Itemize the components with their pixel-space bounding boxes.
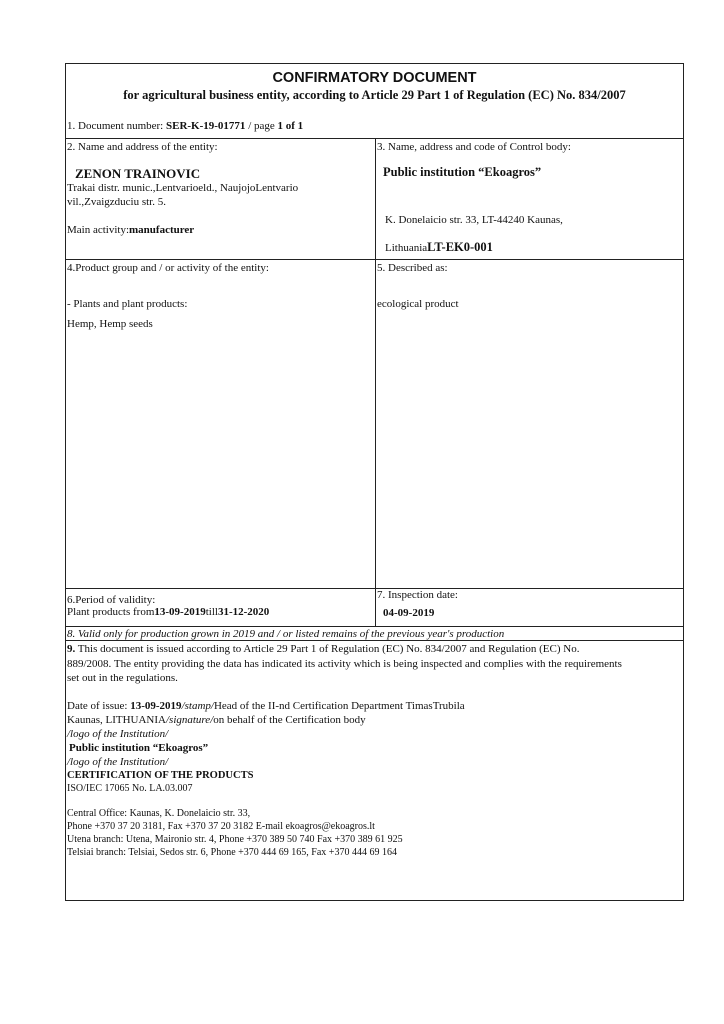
issue-label: Date of issue:	[67, 700, 131, 712]
validity-label: 6.Period of validity:	[67, 594, 156, 606]
product-group-line1: - Plants and plant products:	[67, 298, 188, 310]
confirmatory-document	[65, 63, 684, 901]
control-body-code-row	[385, 241, 493, 255]
validity-from: 13-09-2019	[154, 606, 206, 618]
section-9-number: 9.	[67, 643, 76, 655]
inspection-label: 7. Inspection date:	[377, 589, 458, 601]
entity-name: ZENON TRAINOVIC	[75, 166, 201, 181]
certification-title: CERTIFICATION OF THE PRODUCTS	[67, 770, 254, 781]
control-body-address: K. Donelaicio str. 33, LT-44240 Kaunas,	[385, 214, 563, 226]
issue-place: Kaunas, LITHUANIA	[67, 714, 166, 726]
entity-address-line2: vil.,Zvaigzduciu str. 5.	[67, 196, 166, 208]
logo-note-1: /logo of the Institution/	[67, 728, 169, 740]
section-9-line3: set out in the regulations.	[67, 672, 178, 684]
issue-line	[67, 700, 465, 713]
department-head: Head of the II-nd Certification Department TimasTrubila	[213, 700, 465, 712]
validity-till-label: till	[205, 606, 218, 618]
entity-label: 2. Name and address of the entity:	[67, 141, 218, 153]
behalf-text: on behalf of the Certification body	[213, 714, 366, 726]
document-title: CONFIRMATORY DOCUMENT	[272, 70, 477, 86]
page-label: / page	[245, 120, 278, 132]
validity-till: 31-12-2020	[217, 606, 270, 618]
office-line-1: Central Office: Kaunas, K. Donelaicio str. 33,	[67, 808, 251, 819]
main-activity-value: manufacturer	[129, 224, 195, 236]
section-9-line2: 889/2008. The entity providing the data has indicated its activity which is being inspected and complies with the requirements	[67, 658, 622, 670]
divider	[66, 626, 683, 627]
logo-note-2: /logo of the Institution/	[67, 756, 169, 768]
office-line-2: Phone +370 37 20 3181, Fax +370 37 20 3182 E-mail ekoagros@ekoagros.lt	[67, 821, 375, 832]
iso-number: ISO/IEC 17065 No. LA.03.007	[67, 783, 193, 794]
signature-note: /signature/	[165, 714, 214, 726]
described-label: 5. Described as:	[377, 262, 448, 274]
section-8-note: 8. Valid only for production grown in 2019 and / or listed remains of the previous year's production	[67, 628, 505, 640]
validity-prefix: Plant products from	[67, 606, 155, 618]
control-body-country: Lithuania	[385, 242, 428, 254]
document-number: SER-K-19-01771	[165, 120, 246, 132]
main-activity	[67, 224, 194, 237]
entity-address-line1: Trakai distr. munic.,Lentvarioeld., NaujojoLentvario	[67, 182, 299, 194]
described-value: ecological product	[377, 298, 459, 310]
column-divider	[375, 138, 376, 626]
control-body-label: 3. Name, address and code of Control body:	[377, 141, 571, 153]
page-number: 1 of 1	[277, 120, 304, 132]
control-body-name: Public institution “Ekoagros”	[383, 165, 542, 179]
institution-name: Public institution “Ekoagros”	[69, 742, 209, 754]
section-9-text1: This document is issued according to Article 29 Part 1 of Regulation (EC) No. 834/2007 and Regulation (EC) No.	[75, 643, 580, 655]
main-activity-label: Main activity:	[67, 224, 130, 236]
section-9-line1	[67, 643, 579, 656]
document-number-row	[67, 120, 303, 133]
product-group-line2: Hemp, Hemp seeds	[67, 318, 153, 330]
validity-period	[67, 606, 269, 619]
issue-date: 13-09-2019	[130, 700, 182, 712]
signature-line	[67, 714, 366, 727]
office-line-4: Telsiai branch: Telsiai, Sedos str. 6, Phone +370 444 69 165, Fax +370 444 69 164	[67, 847, 397, 858]
product-group-label: 4.Product group and / or activity of the entity:	[67, 262, 269, 274]
document-number-label: 1. Document number:	[67, 120, 166, 132]
stamp-note: /stamp/	[181, 700, 214, 712]
control-body-code: LT-EK0-001	[427, 240, 493, 254]
inspection-date: 04-09-2019	[383, 607, 435, 619]
document-subtitle: for agricultural business entity, according to Article 29 Part 1 of Regulation (EC) No. 834/2007	[123, 88, 626, 102]
office-line-3: Utena branch: Utena, Maironio str. 4, Phone +370 389 50 740 Fax +370 389 61 925	[67, 834, 403, 845]
